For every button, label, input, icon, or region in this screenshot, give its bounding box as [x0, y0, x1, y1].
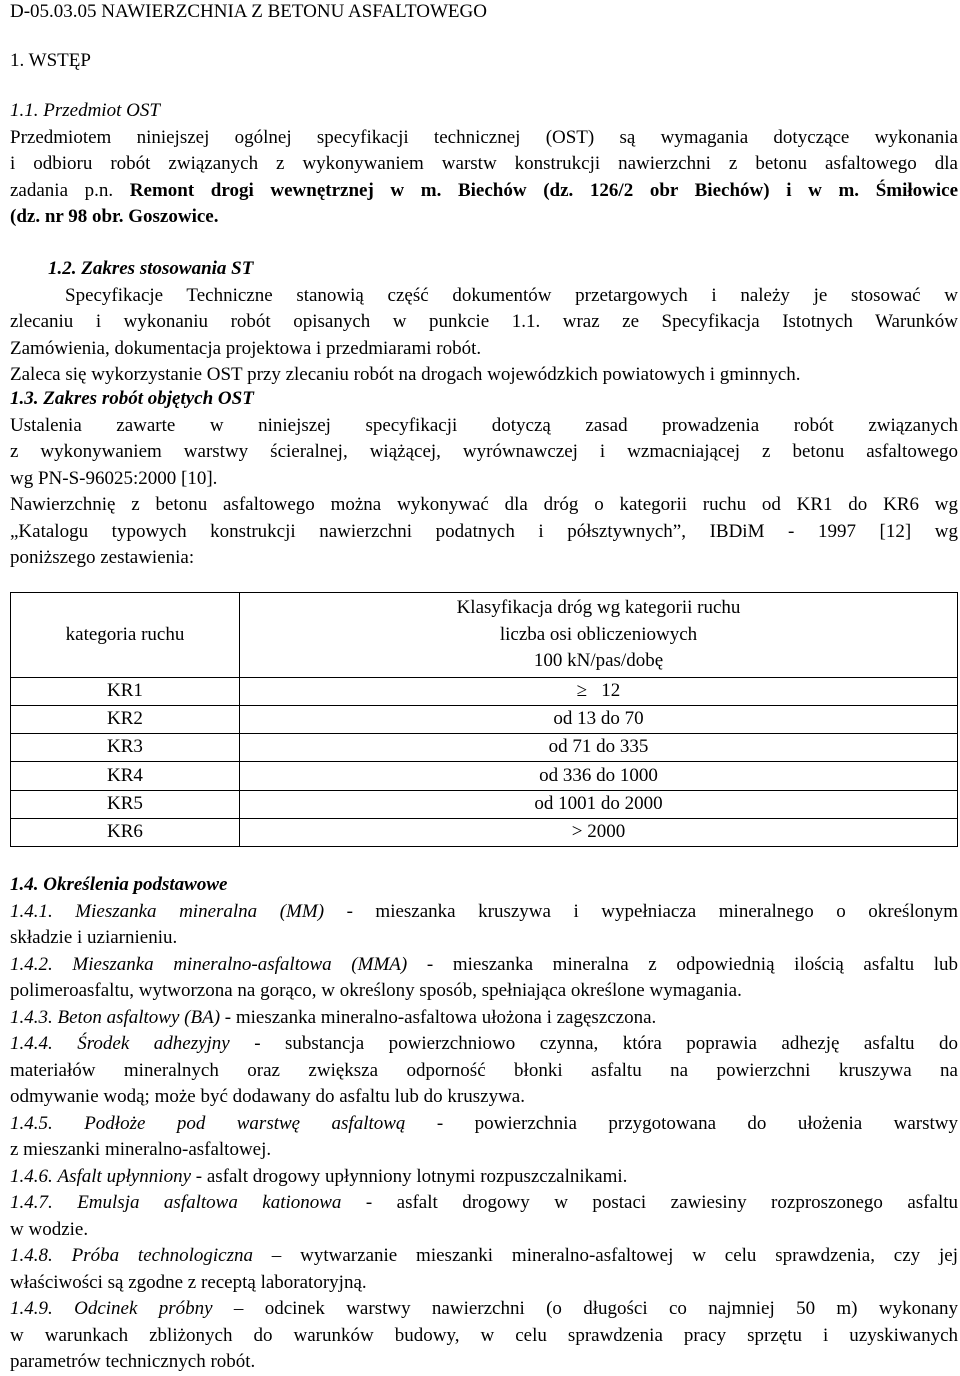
definition-cont: składzie i uziarnieniu. [10, 927, 178, 948]
category-cell: KR2 [11, 705, 240, 733]
paragraph-line: wg PN-S-96025:2000 [10]. [10, 467, 218, 489]
heading-1-3: 1.3. Zakres robót objętych OST [10, 388, 254, 409]
definition-cont: z mieszanki mineralno-asfaltowej. [10, 1139, 272, 1160]
value-cell: od 1001 do 2000 [240, 790, 958, 818]
column-header-category: kategoria ruchu [11, 593, 240, 678]
definition-term: Podłoże pod warstwę asfaltową [84, 1112, 406, 1134]
definition-text: – wytwarzanie mieszanki mineralno-asfaltowej w celu sprawdzenia, czy jej [252, 1245, 959, 1266]
table-row [11, 677, 958, 705]
value-cell: od 336 do 1000 [240, 762, 958, 790]
value-cell: od 13 do 70 [240, 705, 958, 733]
definition-number: 1.4.5. [10, 1112, 53, 1134]
definition-term: Środek adhezyjny [77, 1033, 230, 1054]
definition-text: – odcinek warstwy nawierzchni (o długości co najmniej 50 m) wykonany [212, 1298, 958, 1319]
column-header-axles [240, 622, 958, 678]
definition-text: - asfalt drogowy upłynniony lotnymi rozpuszczalnikami. [191, 1165, 628, 1187]
value-cell [240, 677, 958, 705]
column-header-axles-line2: 100 kN/pas/dobę [533, 649, 664, 671]
column-header-axles-line1: liczba osi obliczeniowych [499, 623, 698, 645]
heading-1-2: 1.2. Zakres stosowania ST [48, 258, 254, 279]
definition-cont: parametrów technicznych robót. [10, 1351, 256, 1372]
definition-cont: w wodzie. [10, 1218, 89, 1240]
paragraph-line: Nawierzchnię z betonu asfaltowego można wykonywać dla dróg o kategorii ruchu od KR1 do KR6 wg [10, 494, 958, 515]
definition-line [10, 1243, 958, 1270]
definition-text: - powierzchnia przygotowana do ułożenia warstwy [405, 1112, 959, 1134]
definition-line [10, 1190, 958, 1217]
paragraph-line: Zaleca się wykorzystanie OST przy zlecaniu robót na drogach wojewódzkich powiatowych i gminnych. [10, 364, 801, 385]
definition-number: 1.4.7. [10, 1192, 53, 1213]
definition-number: 1.4.4. [10, 1033, 53, 1054]
definition-term: Odcinek próbny [74, 1298, 213, 1319]
paragraph-line: Ustalenia zawarte w niniejszej specyfikacji dotyczą zasad prowadzenia robót związanych [10, 414, 958, 436]
definition-text: - substancja powierzchniowo czynna, która poprawia adhezję asfaltu do [229, 1033, 959, 1054]
category-cell: KR1 [11, 677, 240, 705]
definition-line [10, 1031, 958, 1058]
definition-cont: właściwości są zgodne z receptą laboratoryjną. [10, 1271, 367, 1293]
definition-number: 1.4.6. [10, 1165, 53, 1187]
definition-term: Beton asfaltowy (BA) [57, 1006, 221, 1028]
definition-cont: odmywanie wodą; może być dodawany do asfaltu lub do kruszywa. [10, 1086, 525, 1107]
definition-line [10, 952, 958, 979]
paragraph-line [10, 178, 958, 205]
section-1-3 [10, 386, 958, 572]
category-cell: KR3 [11, 734, 240, 762]
definition-text: - mieszanka kruszywa i wypełniacza mineralnego o określonym [324, 900, 958, 922]
value-cell: od 71 do 335 [240, 734, 958, 762]
heading-1-4: 1.4. Określenia podstawowe [10, 874, 228, 895]
value-cell: > 2000 [240, 818, 958, 846]
project-name: Remont drogi wewnętrznej w m. Biechów (dz. 126/2 obr Biechów) i w m. Śmiłowice [129, 179, 959, 201]
paragraph-line: Przedmiotem niniejszej ogólnej specyfikacji technicznej (OST) są wymagania dotyczące wykonania [10, 126, 958, 148]
paragraph-line: Zamówienia, dokumentacja projektowa i przedmiarami robót. [10, 337, 482, 359]
definition-term: Mieszanka mineralno-asfaltowa (MMA) [72, 953, 408, 975]
paragraph-line: „Katalogu typowych konstrukcji nawierzchni podatnych i półsztywnych”, IBDiM - 1997 [12] wg [10, 520, 958, 542]
section-1-2 [10, 256, 958, 389]
section-heading: 1. WSTĘP [10, 50, 91, 71]
definition-term: Emulsja asfaltowa kationowa [77, 1192, 342, 1213]
definition-text: - mieszanka mineralna z odpowiednią ilością asfaltu lub [407, 953, 958, 975]
definition-text: - mieszanka mineralno-asfaltowa ułożona i zagęszczona. [220, 1006, 657, 1028]
paragraph-line: i odbioru robót związanych z wykonywaniem warstw konstrukcji nawierzchni z betonu asfaltowego dla [10, 153, 958, 174]
definition-text: - asfalt drogowy w postaci zawiesiny rozproszonego asfaltu [341, 1192, 958, 1213]
definition-number: 1.4.9. [10, 1298, 53, 1319]
definition-term: Mieszanka mineralna (MM) [75, 900, 325, 922]
definition-cont: polimeroasfaltu, wytworzona na gorąco, w określony sposób, spełniająca określone wymagania. [10, 980, 742, 1001]
greater-equal-symbol: ≥ [576, 679, 588, 701]
table-row [11, 705, 958, 733]
table-caption: Klasyfikacja dróg wg kategorii ruchu [240, 593, 958, 622]
definition-cont: w warunkach zbliżonych do warunków budowy, w celu sprawdzenia pracy sprzętu i uzyskiwanych [10, 1324, 958, 1346]
project-name-cont: (dz. nr 98 obr. Goszowice. [10, 206, 219, 227]
definition-number: 1.4.3. [10, 1006, 53, 1028]
definition-line [10, 1164, 958, 1191]
definition-term: Asfalt upłynniony [57, 1165, 192, 1187]
document-title: D-05.03.05 NAWIERZCHNIA Z BETONU ASFALTOWEGO [10, 1, 487, 22]
paragraph-line: poniższego zestawienia: [10, 547, 195, 568]
definition-line [10, 1111, 958, 1138]
traffic-category-table [10, 592, 958, 847]
definition-number: 1.4.8. [10, 1245, 53, 1266]
definition-number: 1.4.2. [10, 953, 53, 975]
definition-cont: materiałów mineralnych oraz zwiększa odporność błonki asfaltu na powierzchni kruszywa na [10, 1059, 958, 1081]
section-1-4 [10, 872, 958, 1376]
table-row [11, 818, 958, 846]
definition-line [10, 1296, 958, 1323]
definition-term: Próba technologiczna [71, 1245, 253, 1266]
paragraph-line: zlecaniu i wykonaniu robót opisanych w punkcie 1.1. wraz ze Specyfikacja Istotnych Warunków [10, 311, 958, 332]
table-row [11, 762, 958, 790]
section-1-1 [10, 98, 958, 231]
table-row [11, 790, 958, 818]
definition-line [10, 1005, 958, 1032]
category-cell: KR4 [11, 762, 240, 790]
definition-line [10, 899, 958, 926]
text-normal: zadania p.n. [10, 179, 130, 201]
table-row [11, 734, 958, 762]
category-cell: KR5 [11, 790, 240, 818]
value-text: 12 [601, 679, 621, 701]
heading-1-1: 1.1. Przedmiot OST [10, 100, 160, 121]
category-cell: KR6 [11, 818, 240, 846]
paragraph-line: z wykonywaniem warstwy ścieralnej, wiążącej, wyrównawczej i wzmacniającej z betonu asfaltowego [10, 441, 958, 462]
definition-number: 1.4.1. [10, 900, 53, 922]
paragraph-line: Specyfikacje Techniczne stanowią część dokumentów przetargowych i należy je stosować w [65, 284, 958, 306]
